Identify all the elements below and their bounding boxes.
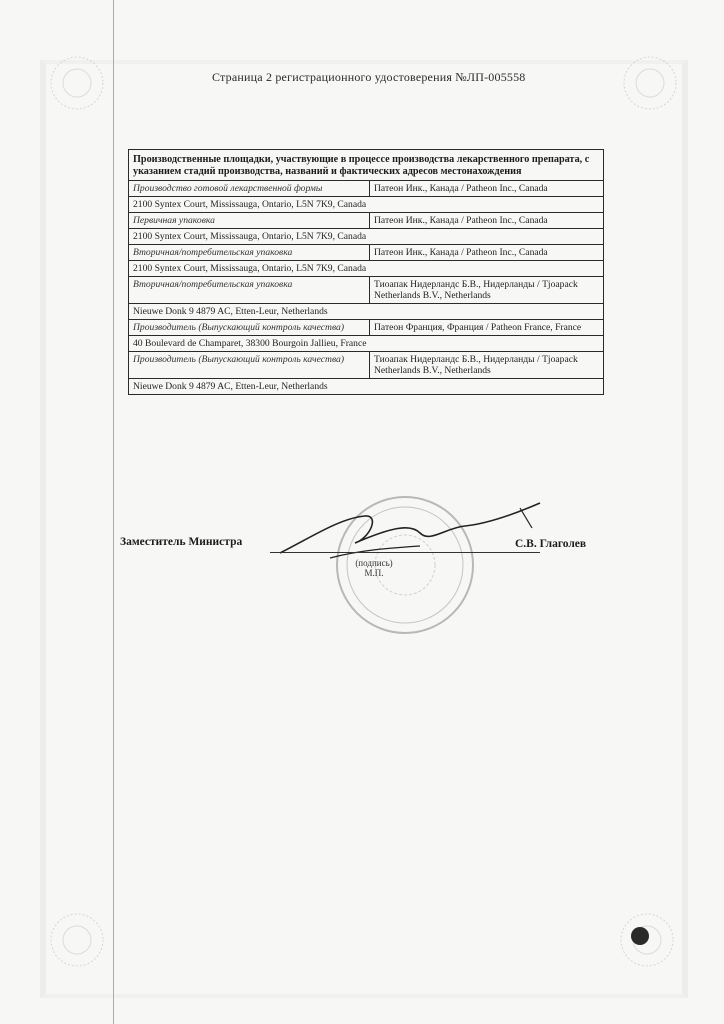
table-row [129,304,604,320]
table-row [129,229,604,245]
margin-line [113,0,114,1024]
table-row [129,336,604,352]
manufacturer-cell: Тиоапак Нидерландс Б.В., Нидерланды / Tjoapack Netherlands B.V., Netherlands [370,277,604,304]
signature-line [270,552,540,553]
stage-cell: Производитель (Выпускающий контроль качества) [129,352,370,379]
manufacturer-cell: Патеон Франция, Франция / Patheon France, France [370,320,604,336]
manufacturer-cell: Тиоапак Нидерландс Б.В., Нидерланды / Tjoapack Netherlands B.V., Netherlands [370,352,604,379]
page-header: Страница 2 регистрационного удостоверения №ЛП-005558 [212,70,526,84]
address-cell: Nieuwe Donk 9 4879 AC, Etten-Leur, Netherlands [129,304,604,320]
table-row [129,181,604,197]
signature-caption [354,558,394,578]
table-row [129,245,604,261]
production-sites-table [128,149,604,395]
address-cell: Nieuwe Donk 9 4879 AC, Etten-Leur, Netherlands [129,379,604,395]
stage-cell: Производство готовой лекарственной формы [129,181,370,197]
punch-hole-icon [631,927,649,945]
table-row [129,379,604,395]
stage-cell: Вторичная/потребительская упаковка [129,245,370,261]
table-row [129,277,604,304]
corner-ornament-icon [42,905,112,975]
address-cell: 2100 Syntex Court, Mississauga, Ontario, L5N 7K9, Canada [129,261,604,277]
address-cell: 40 Boulevard de Champaret, 38300 Bourgoin Jallieu, France [129,336,604,352]
signature-block [120,536,620,596]
stage-cell: Вторичная/потребительская упаковка [129,277,370,304]
signature-label: (подпись) [355,558,393,568]
table-heading-row [129,150,604,181]
stamp-label: М.П. [364,568,384,578]
table-row [129,213,604,229]
manufacturer-cell: Патеон Инк., Канада / Patheon Inc., Canada [370,181,604,197]
address-cell: 2100 Syntex Court, Mississauga, Ontario, L5N 7K9, Canada [129,197,604,213]
stage-cell: Первичная упаковка [129,213,370,229]
table-heading: Производственные площадки, участвующие в процессе производства лекарственного препарата, с указанием стадий производства, названий и фактических адресов местонахождения [129,150,604,181]
signatory-title: Заместитель Министра [120,536,243,548]
table-row [129,320,604,336]
address-cell: 2100 Syntex Court, Mississauga, Ontario, L5N 7K9, Canada [129,229,604,245]
stage-cell: Производитель (Выпускающий контроль качества) [129,320,370,336]
manufacturer-cell: Патеон Инк., Канада / Patheon Inc., Canada [370,245,604,261]
table-row [129,352,604,379]
table-row [129,261,604,277]
manufacturer-cell: Патеон Инк., Канада / Patheon Inc., Canada [370,213,604,229]
signatory-name: С.В. Глаголев [515,538,587,550]
corner-ornament-icon [615,48,685,118]
table-row [129,197,604,213]
corner-ornament-icon [42,48,112,118]
